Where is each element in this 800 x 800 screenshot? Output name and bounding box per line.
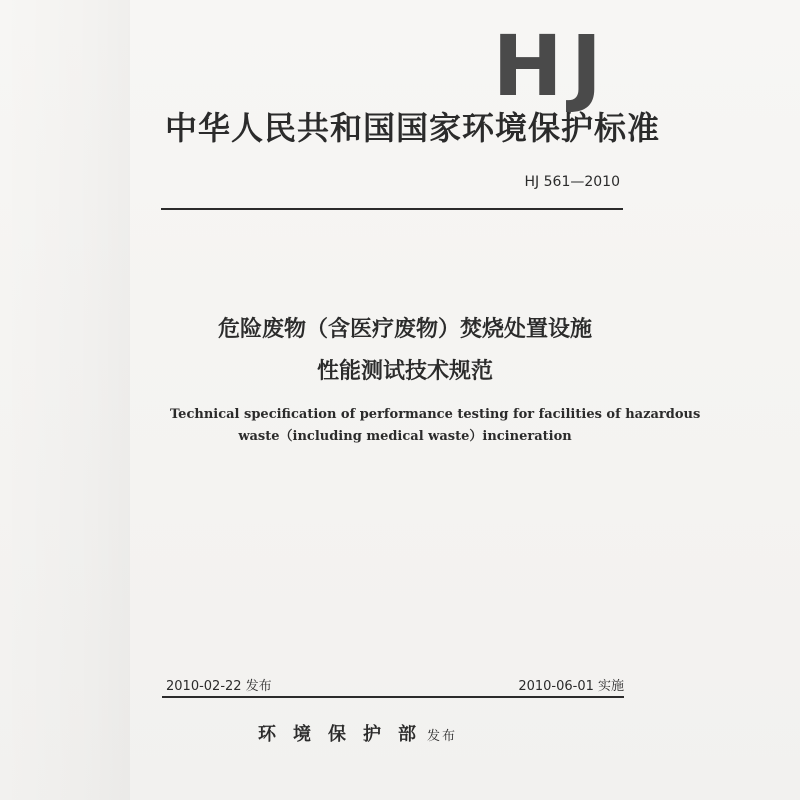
standard-code: HJ 561—2010 <box>524 174 620 190</box>
bottom-divider <box>162 696 624 698</box>
page-shadow <box>0 0 130 800</box>
standard-category-title: 中华人民共和国国家环境保护标准 <box>165 109 661 147</box>
hj-logo: HJ <box>492 17 610 115</box>
issue-date: 2010-02-22 发布 <box>166 679 272 694</box>
publisher-suffix: 发布 <box>427 729 458 744</box>
publisher-name: 环境保护部 <box>258 724 433 745</box>
document-title-cn <box>170 314 640 388</box>
title-cn-line-1: 危险废物（含医疗废物）焚烧处置设施 <box>217 317 592 342</box>
title-cn-line-2: 性能测试技术规范 <box>316 359 493 384</box>
title-en-line-1: Technical specification of performance testing for facilities of hazardous <box>170 407 701 422</box>
publisher-line <box>258 720 558 746</box>
document-title-en <box>170 404 701 448</box>
top-divider <box>161 208 623 210</box>
title-en-line-2: waste（including medical waste）incineration <box>238 429 572 444</box>
effective-date: 2010-06-01 实施 <box>518 679 624 694</box>
